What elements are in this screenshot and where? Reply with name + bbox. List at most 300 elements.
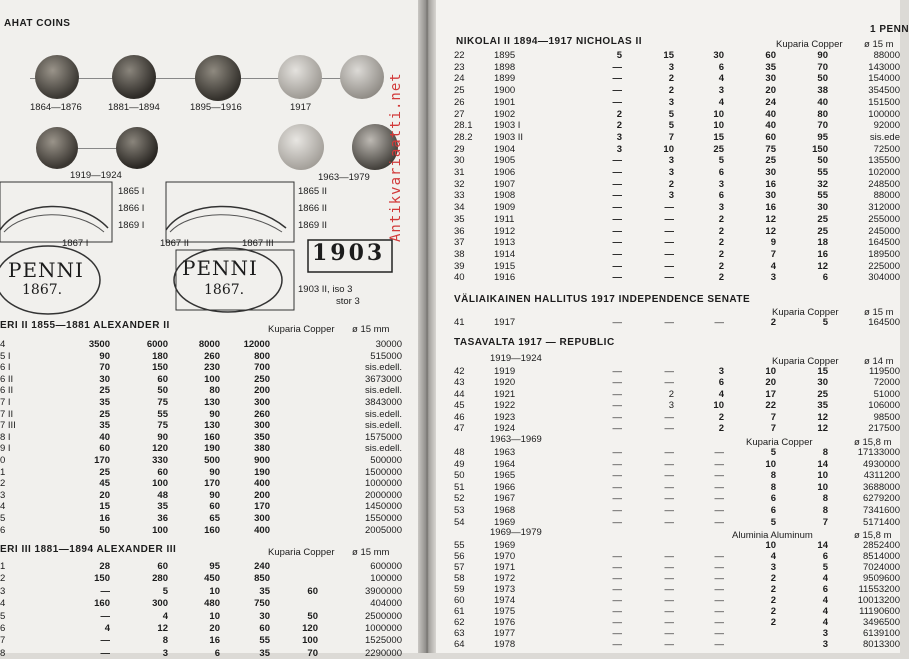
table-cell: 100 (152, 524, 168, 536)
table-cell: — (664, 447, 674, 458)
table-cell: sis.ede (869, 131, 900, 143)
table-cell: 1971 (494, 562, 516, 573)
caption-1919: 1919—1924 (70, 170, 122, 181)
table-cell: — (612, 584, 622, 595)
table-cell: — (612, 411, 622, 423)
table-cell: 4 (0, 501, 6, 513)
table-cell: 3 (718, 366, 724, 377)
table-cell: — (664, 202, 674, 214)
table-cell: 8 I (0, 431, 11, 443)
table-cell: 1000000 (365, 623, 402, 634)
republic-diam-3: ø 15,8 m (854, 530, 892, 541)
table-cell: 3 (616, 143, 622, 155)
table-cell: 58 (454, 573, 465, 584)
table-cell: 7341600 (863, 505, 900, 516)
table-cell: 2 (718, 423, 724, 434)
table-cell: 150 (94, 573, 110, 585)
table-cell: 52 (454, 493, 465, 505)
table-cell: 1975 (494, 606, 516, 617)
table-cell: 3 (162, 647, 168, 659)
table-cell: 60 (157, 561, 168, 572)
table-cell: 35 (259, 647, 270, 659)
table-cell: 5 (0, 610, 6, 622)
table-cell: — (100, 585, 110, 597)
table-cell: 1913 (494, 237, 516, 249)
table-cell: — (612, 400, 622, 412)
table-cell: 12 (765, 225, 776, 237)
table-cell: 65 (209, 513, 220, 524)
table-cell: 40 (99, 431, 110, 443)
table-cell: 60 (209, 501, 220, 513)
table-cell: 2 (770, 584, 776, 595)
table-cell: 8 (770, 481, 776, 493)
table-cell: 25 (817, 225, 828, 237)
coin-1963-obverse (278, 124, 324, 170)
table-cell: 260 (204, 350, 220, 362)
table-cell: 5 (770, 447, 776, 458)
table-cell: 150 (812, 143, 828, 155)
table-cell: — (612, 481, 622, 493)
table-cell: 1904 (494, 143, 516, 155)
table-cell: 48 (157, 489, 168, 501)
table-cell: 28 (99, 561, 110, 572)
table-cell: — (612, 617, 622, 628)
table-cell: — (612, 155, 622, 167)
table-cell: — (612, 423, 622, 434)
table-cell: 300 (254, 513, 270, 524)
table-cell: 4 (822, 573, 828, 584)
table-cell: 380 (254, 443, 270, 455)
table-cell: 10 (663, 143, 674, 155)
senate-title: VÄLIAIKAINEN HALLITUS 1917 INDEPENDENCE SENATE (454, 294, 751, 305)
table-cell: 2 (718, 248, 724, 260)
table-cell: 6 II (0, 373, 14, 385)
table-cell: 33 (454, 190, 465, 202)
book-gutter (418, 0, 436, 653)
table-cell: — (664, 272, 674, 284)
table-cell: 1525000 (365, 635, 402, 647)
left-header: AHAT COINS (4, 18, 71, 29)
nikolai-title: NIKOLAI II 1894—1917 NICHOLAS II (456, 36, 643, 47)
caption-1881: 1881—1894 (108, 102, 160, 113)
table-cell: 40 (454, 272, 465, 284)
table-cell: 4311200 (863, 470, 900, 482)
table-cell: — (664, 213, 674, 225)
table-cell: 57 (454, 562, 465, 573)
table-cell: 2 (718, 411, 724, 423)
table-cell: 190 (254, 466, 270, 478)
table-cell: — (714, 595, 724, 606)
table-cell: 1907 (494, 178, 516, 190)
table-cell: 100000 (868, 108, 900, 120)
table-cell: 30 (454, 155, 465, 167)
table-cell: 1977 (494, 628, 516, 639)
table-cell: — (612, 248, 622, 260)
table-cell: — (612, 178, 622, 190)
table-cell: 3500 (88, 339, 110, 350)
note-stor: stor 3 (336, 296, 360, 307)
table-cell: 2 (770, 595, 776, 606)
table-cell: 260 (254, 408, 270, 420)
table-cell: 17133000 (857, 447, 900, 458)
caption-1917: 1917 (290, 102, 312, 113)
table-cell: 300 (254, 420, 270, 432)
table-cell: 2 (718, 225, 724, 237)
table-cell: — (664, 595, 674, 606)
table-cell: 28.2 (454, 131, 473, 143)
table-cell: 130 (204, 420, 220, 432)
table-cell: 5 I (0, 350, 11, 362)
table-cell: 7 (770, 423, 776, 434)
table-cell: 248500 (868, 178, 900, 190)
table-cell: 30000 (375, 339, 402, 350)
table-cell: — (612, 447, 622, 458)
variant-1866-ii: 1866 II (298, 203, 328, 214)
table-cell: 7 (770, 248, 776, 260)
table-cell: 16 (765, 178, 776, 190)
year-1903-box: 1903 (312, 240, 386, 266)
table-cell: 180 (152, 350, 168, 362)
table-cell: — (612, 225, 622, 237)
table-cell: — (664, 639, 674, 650)
table-cell: 14 (817, 458, 828, 470)
table-cell: 55 (817, 167, 828, 178)
table-cell: 3 (770, 562, 776, 573)
table-cell: 600000 (370, 561, 402, 572)
table-cell: — (612, 562, 622, 573)
table-cell: 119500 (869, 366, 900, 377)
table-cell: — (664, 470, 674, 482)
table-cell: 90 (157, 431, 168, 443)
table-cell: 1912 (494, 225, 516, 237)
table-cell: 22 (454, 50, 465, 61)
note-1903-iso: 1903 II, iso 3 (298, 284, 353, 295)
table-cell: 3 (0, 585, 6, 597)
variant-1867-iii: 1867 III (242, 238, 274, 249)
table-cell: 4 (0, 339, 6, 350)
republic-metal-1: Kuparia Copper (772, 356, 839, 367)
table-cell: 80 (817, 108, 828, 120)
table-cell: 850 (254, 573, 270, 585)
table-cell: 480 (204, 598, 220, 610)
table-cell: — (714, 493, 724, 505)
table-cell: 2 (718, 272, 724, 284)
table-cell: 2852400 (863, 540, 900, 551)
alexander-iii-metal: Kuparia Copper (268, 547, 335, 558)
table-cell: — (612, 202, 622, 214)
table-cell: 46 (454, 411, 465, 423)
table-cell: 6 (718, 61, 724, 73)
table-cell: 10 (713, 108, 724, 120)
table-cell: 160 (94, 598, 110, 610)
table-cell: 56 (454, 551, 465, 562)
table-cell: 304000 (868, 272, 900, 284)
table-cell: 43 (454, 377, 465, 389)
table-cell: 350 (254, 431, 270, 443)
republic-metal-2: Kuparia Copper (746, 437, 813, 448)
table-cell: 60 (259, 623, 270, 634)
table-cell: — (664, 237, 674, 249)
table-cell: 2 (616, 108, 622, 120)
table-cell: 1973 (494, 584, 516, 595)
table-cell: 30 (817, 377, 828, 389)
table-cell: 30 (765, 167, 776, 178)
table-cell: 17 (765, 388, 776, 400)
table-cell: — (664, 606, 674, 617)
table-cell: 41 (454, 317, 465, 328)
table-cell: 280 (152, 573, 168, 585)
table-cell: — (612, 85, 622, 97)
table-cell: 6 (0, 623, 6, 634)
table-cell: 48 (454, 447, 465, 458)
table-cell: 25 (99, 466, 110, 478)
table-cell: 30 (765, 73, 776, 85)
alexander-iii-title: ERI III 1881—1894 ALEXANDER III (0, 544, 177, 555)
table-cell: — (714, 317, 724, 328)
table-cell: 1908 (494, 190, 516, 202)
table-cell: 20 (209, 623, 220, 634)
table-cell: 3 (616, 131, 622, 143)
table-cell: 3 (668, 61, 674, 73)
table-cell: 90 (209, 489, 220, 501)
table-cell: 300 (254, 397, 270, 408)
table-cell: 5 (668, 108, 674, 120)
table-cell: 16 (99, 513, 110, 524)
table-cell: 2 (718, 260, 724, 272)
table-cell: 10 (765, 458, 776, 470)
table-cell: 1905 (494, 155, 516, 167)
table-cell: 15 (663, 50, 674, 61)
table-cell: 35 (259, 585, 270, 597)
table-cell: 4 (770, 551, 776, 562)
table-cell: 5 (770, 516, 776, 528)
coin-1895 (195, 55, 241, 101)
table-cell: — (612, 260, 622, 272)
table-cell: 25 (99, 408, 110, 420)
table-cell: — (612, 366, 622, 377)
table-cell: 90 (209, 466, 220, 478)
table-cell: 35 (157, 501, 168, 513)
table-cell: 6 (822, 584, 828, 595)
table-cell: 16 (817, 248, 828, 260)
table-cell: 2 (0, 573, 6, 585)
table-cell: 10 (209, 610, 220, 622)
table-cell: 2 (0, 478, 6, 490)
table-cell: — (664, 317, 674, 328)
left-page (0, 0, 418, 659)
table-cell: 4 (718, 388, 724, 400)
table-cell: — (664, 481, 674, 493)
watermark: Antikvariaatti.net (388, 72, 404, 242)
table-cell: 1909 (494, 202, 516, 214)
table-cell: sis.edell. (365, 420, 402, 432)
table-cell: 1967 (494, 493, 516, 505)
table-cell: 151500 (868, 96, 900, 108)
table-cell: 60 (454, 595, 465, 606)
table-cell: 7 III (0, 420, 16, 432)
table-cell: 16 (209, 635, 220, 647)
table-cell: — (612, 470, 622, 482)
table-cell: — (100, 647, 110, 659)
table-cell: — (612, 167, 622, 178)
table-cell: 90 (99, 350, 110, 362)
table-cell: 6 (0, 524, 6, 536)
table-cell: — (664, 411, 674, 423)
table-cell: 1919 (494, 366, 516, 377)
table-cell: — (664, 516, 674, 528)
caption-1963: 1963—1979 (318, 172, 370, 183)
penni-text-b: PENNI (182, 256, 258, 280)
table-cell: 160 (204, 431, 220, 443)
table-cell: 4930000 (863, 458, 900, 470)
table-cell: 5 (822, 562, 828, 573)
table-cell: 2 (718, 237, 724, 249)
table-cell: 75 (765, 143, 776, 155)
table-cell: 1901 (494, 96, 516, 108)
table-cell: 44 (454, 388, 465, 400)
table-cell: — (714, 516, 724, 528)
table-cell: 6 (770, 505, 776, 516)
coin-1917-obverse (278, 55, 322, 99)
table-cell: 354500 (868, 85, 900, 97)
table-cell: — (664, 248, 674, 260)
table-cell: 1899 (494, 73, 516, 85)
table-cell: 10 (713, 400, 724, 412)
table-cell: — (664, 584, 674, 595)
table-cell: 12 (817, 423, 828, 434)
table-cell: 170 (94, 455, 110, 466)
table-cell: 6 (214, 647, 220, 659)
table-cell: — (714, 639, 724, 650)
table-cell: 27 (454, 108, 465, 120)
table-cell: 164500 (868, 317, 900, 328)
table-cell: 2 (668, 178, 674, 190)
table-cell: — (714, 481, 724, 493)
table-cell: 5 (616, 50, 622, 61)
table-cell: 8 (822, 447, 828, 458)
nikolai-metal: Kuparia Copper (776, 39, 843, 50)
table-cell: 3 (668, 96, 674, 108)
table-cell: — (714, 573, 724, 584)
table-cell: 1969 (494, 540, 516, 551)
table-cell: 72000 (873, 377, 900, 389)
table-cell: 60 (157, 466, 168, 478)
table-cell: 1915 (494, 260, 516, 272)
table-cell: 1450000 (365, 501, 402, 513)
right-page (436, 0, 909, 653)
table-cell: sis.edell. (365, 362, 402, 374)
table-cell: 3688000 (863, 481, 900, 493)
table-cell: — (714, 505, 724, 516)
table-cell: 49 (454, 458, 465, 470)
table-cell: 6 (718, 190, 724, 202)
table-cell: 3 (718, 178, 724, 190)
table-cell: — (612, 493, 622, 505)
table-cell: 35 (817, 400, 828, 412)
table-cell: 6 (718, 167, 724, 178)
table-cell: 55 (817, 190, 828, 202)
table-cell: 2 (770, 617, 776, 628)
table-cell: 3496500 (863, 617, 900, 628)
table-cell: — (612, 573, 622, 584)
table-cell: 25 (817, 213, 828, 225)
table-cell: — (664, 423, 674, 434)
table-cell: — (664, 225, 674, 237)
table-cell: 1976 (494, 617, 516, 628)
variant-1865-ii: 1865 II (298, 186, 328, 197)
table-cell: 1922 (494, 400, 516, 412)
table-cell: 92000 (873, 120, 900, 132)
table-cell: 55 (259, 635, 270, 647)
table-cell: 1911 (494, 213, 515, 225)
table-cell: 120 (152, 443, 168, 455)
table-cell: 250 (254, 373, 270, 385)
table-cell: 1500000 (365, 466, 402, 478)
table-cell: 6279200 (863, 493, 900, 505)
table-cell: 255000 (868, 213, 900, 225)
table-cell: 4 (822, 606, 828, 617)
table-cell: 4 (770, 260, 776, 272)
table-cell: 2 (770, 573, 776, 584)
table-cell: 18 (817, 237, 828, 249)
table-cell: 200 (254, 489, 270, 501)
alexander-ii-diam: ø 15 mm (352, 324, 390, 335)
table-cell: 60 (765, 131, 776, 143)
table-cell: 400 (254, 524, 270, 536)
table-cell: 245000 (868, 225, 900, 237)
table-cell: 55 (157, 408, 168, 420)
table-cell: 23 (454, 61, 465, 73)
caption-1864: 1864—1876 (30, 102, 82, 113)
table-cell: 3 (668, 155, 674, 167)
table-cell: 3 (668, 400, 674, 412)
table-cell: 2290000 (365, 647, 402, 659)
table-cell: 5 (162, 585, 168, 597)
table-cell: 4 (718, 73, 724, 85)
table-cell: — (612, 551, 622, 562)
table-cell: 4 (718, 96, 724, 108)
table-cell: 15 (817, 366, 828, 377)
table-cell: 1974 (494, 595, 516, 606)
table-cell: 50 (817, 73, 828, 85)
table-cell: 35 (99, 420, 110, 432)
table-cell: 90 (817, 50, 828, 61)
table-cell: 53 (454, 505, 465, 516)
table-cell: 36 (454, 225, 465, 237)
table-cell: 1968 (494, 505, 516, 516)
table-cell: 7 (770, 411, 776, 423)
table-cell: 70 (817, 120, 828, 132)
table-cell: 450 (204, 573, 220, 585)
table-cell: 9 (770, 237, 776, 249)
table-cell: 50 (454, 470, 465, 482)
table-cell: 6 (718, 377, 724, 389)
table-cell: 4 (162, 610, 168, 622)
table-cell: 12 (157, 623, 168, 634)
table-cell: sis.edell. (365, 408, 402, 420)
table-cell: 55 (454, 540, 465, 551)
table-cell: 300 (152, 598, 168, 610)
republic-metal-3: Aluminia Aluminum (732, 530, 813, 541)
table-cell: 70 (99, 362, 110, 374)
table-cell: — (612, 595, 622, 606)
penni-text-a: PENNI (8, 258, 84, 282)
table-cell: 1550000 (365, 513, 402, 524)
table-cell: 3 (822, 628, 828, 639)
table-cell: 26 (454, 96, 465, 108)
table-cell: 51 (454, 481, 465, 493)
table-cell: 3 (770, 272, 776, 284)
